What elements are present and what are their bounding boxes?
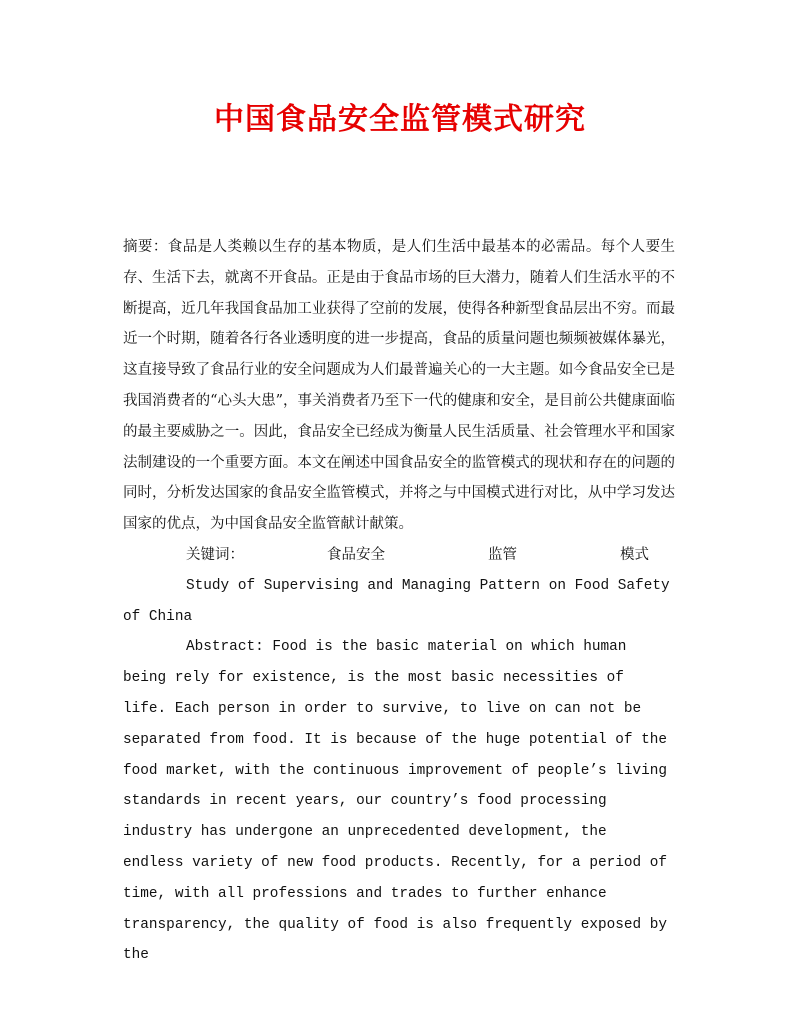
keyword-item: 食品安全	[327, 546, 385, 563]
english-title: Study of Supervising and Managing Pattern on Food Safety of China	[123, 577, 670, 625]
document-body	[123, 232, 675, 971]
keywords-line	[123, 540, 675, 571]
english-abstract: Abstract: Food is the basic material on which human being rely for existence, is the most basic necessities of life. Each person in order to survive, to live on can not be separated from food. It is because of the huge potential of the food market, with the continuous improvement of people’s living standards in recent years, our country’s food processing industry has undergone an unprecedented development, the endless variety of new food products. Recently, for a period of time, with all professions and trades to further enhance transparency, the quality of food is also frequently exposed by the	[123, 639, 668, 964]
document-title: 中国食品安全监管模式研究	[214, 102, 586, 137]
keyword-item: 模式	[620, 546, 649, 563]
keywords-label: 关键词：	[186, 546, 244, 563]
chinese-abstract: 摘要：食品是人类赖以生存的基本物质，是人们生活中最基本的必需品。每个人要生存、生活下去，就离不开食品。正是由于食品市场的巨大潜力，随着人们生活水平的不断提高，近几年我国食品加工业获得了空前的发展，使得各种新型食品层出不穷。而最近一个时期，随着各行各业透明度的进一步提高，食品的质量问题也频频被媒体暴光，这直接导致了食品行业的安全问题成为人们最普遍关心的一大主题。如今食品安全已是我国消费者的“心头大患”，事关消费者乃至下一代的健康和安全，是目前公共健康面临的最主要威胁之一。因此，食品安全已经成为衡量人民生活质量、社会管理水平和国家法制建设的一个重要方面。本文在阐述中国食品安全的监管模式的现状和存在的问题的同时，分析发达国家的食品安全监管模式，并将之与中国模式进行对比，从中学习发达国家的优点，为中国食品安全监管献计献策。	[123, 239, 675, 533]
keyword-item: 监管	[488, 546, 517, 563]
